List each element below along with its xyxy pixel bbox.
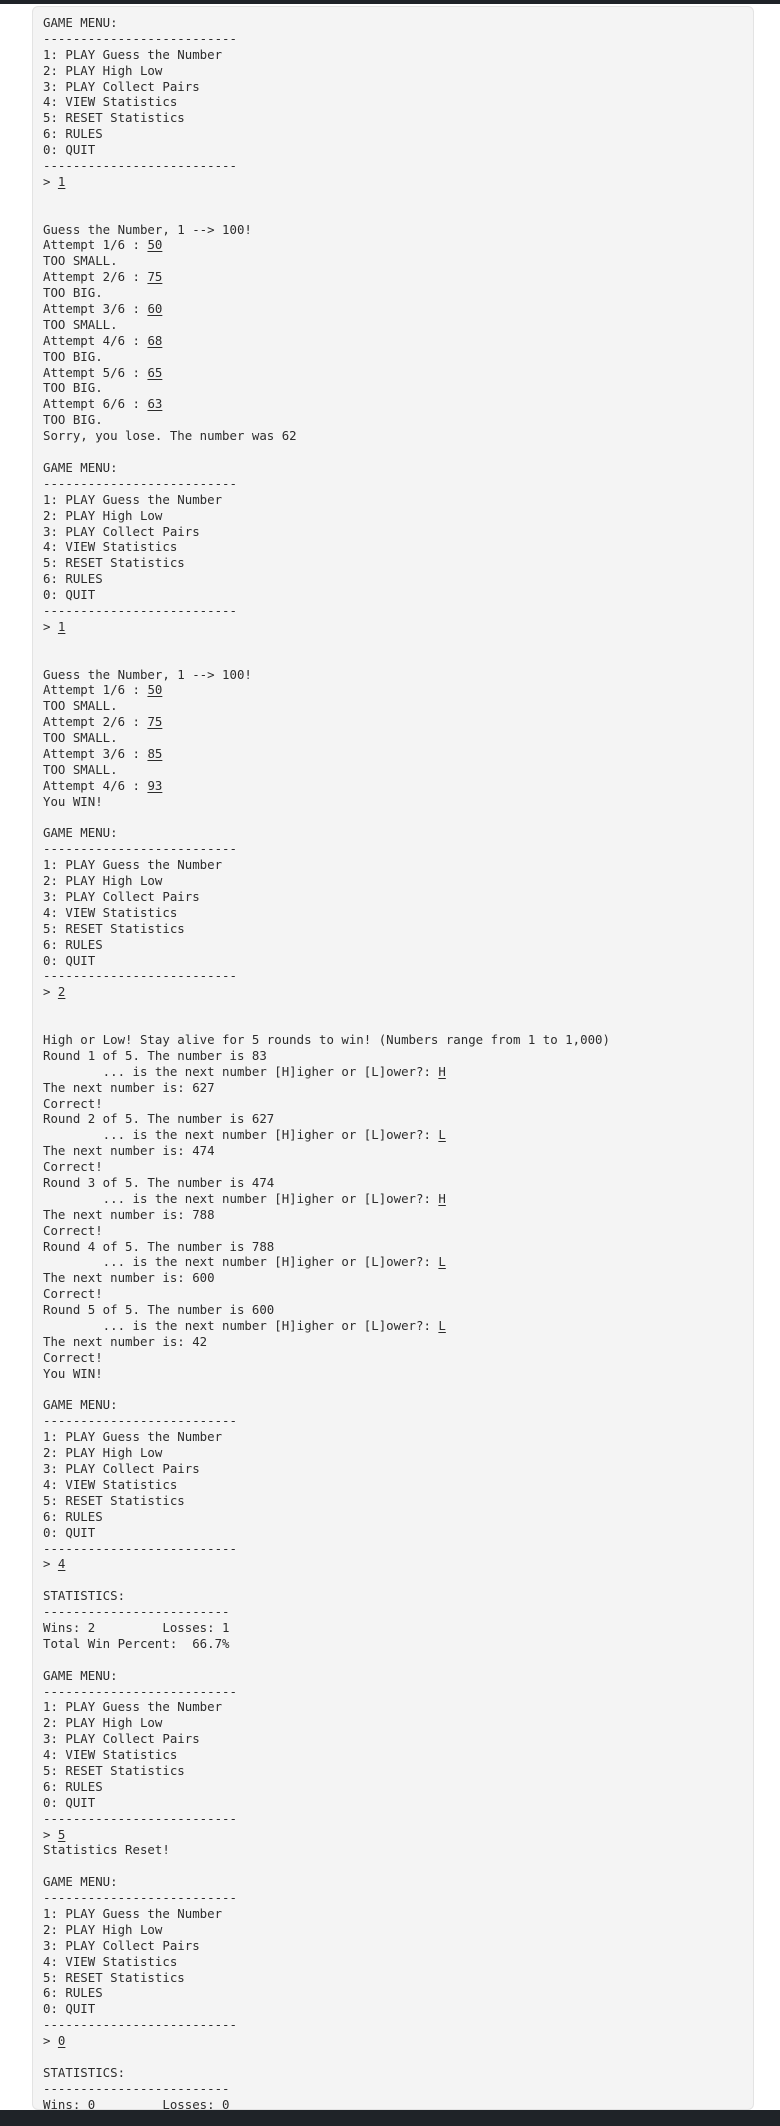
output-line	[43, 635, 743, 651]
output-line	[43, 825, 743, 841]
output-line	[43, 349, 743, 365]
line-text: TOO SMALL.	[43, 253, 118, 269]
output-line	[43, 1477, 743, 1493]
output-line	[43, 47, 743, 63]
output-line	[43, 968, 743, 984]
line-text: 5: RESET Statistics	[43, 1969, 185, 1985]
line-text: The next number is: 474	[43, 1143, 215, 1159]
line-text: 0: QUIT	[43, 952, 96, 968]
line-text: -------------------------	[43, 2080, 230, 2096]
line-text: --------------------------	[43, 602, 237, 618]
line-text: 0: QUIT	[43, 587, 96, 603]
line-text: >	[43, 618, 58, 634]
output-line	[43, 1207, 743, 1223]
line-text: 1: PLAY Guess the Number	[43, 491, 223, 507]
line-text: 2: PLAY High Low	[43, 1921, 163, 1937]
line-text: Guess the Number, 1 --> 100!	[43, 666, 252, 682]
output-line	[43, 1397, 743, 1413]
line-text: 4: VIEW Statistics	[43, 1476, 178, 1492]
user-input: 93	[147, 777, 163, 793]
line-text: GAME MENU:	[43, 15, 118, 30]
line-text: ... is the next number [H]igher or [L]ower?:	[43, 1318, 439, 1334]
output-line	[43, 1938, 743, 1954]
line-text: 6: RULES	[43, 1985, 103, 2001]
line-text: ... is the next number [H]igher or [L]ower?:	[43, 1190, 439, 1206]
line-text: You WIN!	[43, 793, 103, 809]
output-line	[43, 285, 743, 301]
output-line	[43, 1604, 743, 1620]
output-line	[43, 1588, 743, 1604]
output-line	[43, 905, 743, 921]
line-text: Attempt 3/6 :	[43, 301, 148, 317]
user-input: 1	[57, 173, 66, 189]
line-text: 6: RULES	[43, 1778, 103, 1794]
line-text: The next number is: 627	[43, 1079, 215, 1095]
line-text: 3: PLAY Collect Pairs	[43, 1461, 200, 1477]
output-line	[43, 2097, 743, 2110]
output-line	[43, 1922, 743, 1938]
output-line	[43, 2017, 743, 2033]
line-text: TOO SMALL.	[43, 730, 118, 746]
line-text: 1: PLAY Guess the Number	[43, 1699, 223, 1715]
input-line	[43, 1254, 743, 1270]
output-line	[43, 1302, 743, 1318]
line-text: Round 4 of 5. The number is 788	[43, 1238, 275, 1254]
output-line	[43, 1016, 743, 1032]
output-line	[43, 158, 743, 174]
output-line	[43, 762, 743, 778]
line-text: Correct!	[43, 1222, 103, 1238]
output-line	[43, 63, 743, 79]
output-line	[43, 667, 743, 683]
output-line	[43, 1429, 743, 1445]
line-text: --------------------------	[43, 841, 237, 857]
line-text: 4: VIEW Statistics	[43, 539, 178, 555]
line-text: 0: QUIT	[43, 1794, 96, 1810]
output-line	[43, 1461, 743, 1477]
user-input: 75	[147, 269, 163, 285]
line-text: 4: VIEW Statistics	[43, 94, 178, 110]
output-line	[43, 1811, 743, 1827]
line-text: GAME MENU:	[43, 1397, 118, 1413]
bottom-bar	[0, 2110, 780, 2126]
output-line	[43, 1731, 743, 1747]
output-line	[43, 1080, 743, 1096]
output-line	[43, 1413, 743, 1429]
line-text: >	[43, 984, 58, 1000]
line-text: >	[43, 1826, 58, 1842]
line-text: >	[43, 1556, 58, 1572]
line-text: 6: RULES	[43, 936, 103, 952]
output-line	[43, 1445, 743, 1461]
output-line	[43, 428, 743, 444]
input-line	[43, 1556, 743, 1572]
line-text: Round 5 of 5. The number is 600	[43, 1302, 275, 1318]
line-text: Statistics Reset!	[43, 1842, 170, 1858]
line-text: 0: QUIT	[43, 2001, 96, 2017]
output-line	[43, 2065, 743, 2081]
input-line	[43, 1318, 743, 1334]
line-text: Correct!	[43, 1286, 103, 1302]
input-line	[43, 1827, 743, 1843]
output-line	[43, 2081, 743, 2097]
output-line	[43, 1858, 743, 1874]
line-text: 1: PLAY Guess the Number	[43, 1429, 223, 1445]
line-text: 2: PLAY High Low	[43, 1445, 163, 1461]
line-text: --------------------------	[43, 158, 237, 174]
output-line	[43, 1270, 743, 1286]
user-input: 1	[57, 618, 66, 634]
user-input: 75	[147, 714, 163, 730]
line-text: The next number is: 788	[43, 1206, 215, 1222]
line-text: 3: PLAY Collect Pairs	[43, 523, 200, 539]
line-text: Attempt 3/6 :	[43, 745, 148, 761]
output-line	[43, 555, 743, 571]
input-line	[43, 619, 743, 635]
line-text: --------------------------	[43, 1540, 237, 1556]
line-text: 1: PLAY Guess the Number	[43, 857, 223, 873]
output-line	[43, 1874, 743, 1890]
output-line	[43, 1747, 743, 1763]
input-line	[43, 984, 743, 1000]
line-text: GAME MENU:	[43, 825, 118, 841]
line-text: 2: PLAY High Low	[43, 62, 163, 78]
output-line	[43, 79, 743, 95]
input-line	[43, 1064, 743, 1080]
output-line	[43, 698, 743, 714]
line-text: Guess the Number, 1 --> 100!	[43, 221, 252, 237]
line-text: >	[43, 173, 58, 189]
output-line	[43, 206, 743, 222]
output-line	[43, 524, 743, 540]
line-text: --------------------------	[43, 30, 237, 46]
output-line	[43, 444, 743, 460]
line-text: 6: RULES	[43, 126, 103, 142]
line-text: TOO BIG.	[43, 412, 103, 428]
line-text: -------------------------	[43, 1604, 230, 1620]
input-line	[43, 746, 743, 762]
line-text: 2: PLAY High Low	[43, 1715, 163, 1731]
line-text: 2: PLAY High Low	[43, 507, 163, 523]
output-line	[43, 889, 743, 905]
output-line	[43, 857, 743, 873]
output-line	[43, 2049, 743, 2065]
line-text: 4: VIEW Statistics	[43, 1953, 178, 1969]
user-input: 4	[57, 1556, 66, 1572]
line-text: Sorry, you lose. The number was 62	[43, 428, 297, 444]
line-text: 1: PLAY Guess the Number	[43, 1905, 223, 1921]
line-text: Attempt 4/6 :	[43, 332, 148, 348]
output-line	[43, 1620, 743, 1636]
line-text: 5: RESET Statistics	[43, 920, 185, 936]
user-input: L	[438, 1254, 446, 1270]
output-line	[43, 1795, 743, 1811]
output-line	[43, 253, 743, 269]
output-line	[43, 571, 743, 587]
output-line	[43, 1906, 743, 1922]
line-text: 1: PLAY Guess the Number	[43, 46, 223, 62]
output-line	[43, 380, 743, 396]
line-text: ... is the next number [H]igher or [L]ower?:	[43, 1127, 439, 1143]
output-line	[43, 1111, 743, 1127]
line-text: 5: RESET Statistics	[43, 1762, 185, 1778]
console-lines	[43, 15, 743, 2110]
user-input: 5	[57, 1826, 66, 1842]
input-line	[43, 714, 743, 730]
output-line	[43, 1286, 743, 1302]
line-text: 5: RESET Statistics	[43, 110, 185, 126]
input-line	[43, 269, 743, 285]
input-line	[43, 2033, 743, 2049]
line-text: 3: PLAY Collect Pairs	[43, 888, 200, 904]
line-text: TOO SMALL.	[43, 698, 118, 714]
user-input: 50	[147, 237, 163, 253]
output-line	[43, 1334, 743, 1350]
output-line	[43, 953, 743, 969]
output-line	[43, 2001, 743, 2017]
line-text: GAME MENU:	[43, 459, 118, 475]
top-bar	[0, 0, 780, 4]
output-line	[43, 94, 743, 110]
line-text: Attempt 2/6 :	[43, 269, 148, 285]
line-text: 5: RESET Statistics	[43, 555, 185, 571]
line-text: You WIN!	[43, 1365, 103, 1381]
output-line	[43, 1668, 743, 1684]
output-line	[43, 1159, 743, 1175]
input-line	[43, 682, 743, 698]
line-text: Attempt 4/6 :	[43, 777, 148, 793]
line-text: Round 1 of 5. The number is 83	[43, 1047, 267, 1063]
user-input: L	[438, 1318, 446, 1334]
output-line	[43, 1032, 743, 1048]
line-text: High or Low! Stay alive for 5 rounds to win! (Numbers range from 1 to 1,000)	[43, 1032, 610, 1047]
output-line	[43, 1684, 743, 1700]
user-input: H	[438, 1063, 446, 1079]
output-line	[43, 730, 743, 746]
line-text: --------------------------	[43, 1413, 237, 1429]
output-line	[43, 492, 743, 508]
output-line	[43, 1572, 743, 1588]
user-input: 60	[147, 301, 163, 317]
output-line	[43, 412, 743, 428]
output-line	[43, 603, 743, 619]
line-text: GAME MENU:	[43, 1874, 118, 1890]
output-line	[43, 1715, 743, 1731]
output-line	[43, 1970, 743, 1986]
line-text: 0: QUIT	[43, 1524, 96, 1540]
line-text: STATISTICS:	[43, 2064, 126, 2080]
output-line	[43, 1763, 743, 1779]
output-line	[43, 110, 743, 126]
output-line	[43, 1636, 743, 1652]
line-text: --------------------------	[43, 475, 237, 491]
line-text: 4: VIEW Statistics	[43, 904, 178, 920]
output-line	[43, 539, 743, 555]
line-text: Correct!	[43, 1349, 103, 1365]
line-text: 6: RULES	[43, 571, 103, 587]
user-input: 50	[147, 682, 163, 698]
output-line	[43, 921, 743, 937]
line-text: --------------------------	[43, 2017, 237, 2033]
input-line	[43, 365, 743, 381]
input-line	[43, 174, 743, 190]
user-input: 63	[147, 396, 163, 412]
line-text: 5: RESET Statistics	[43, 1492, 185, 1508]
line-text: --------------------------	[43, 1683, 237, 1699]
output-line	[43, 1779, 743, 1795]
line-text: The next number is: 42	[43, 1333, 208, 1349]
line-text: Correct!	[43, 1095, 103, 1111]
input-line	[43, 778, 743, 794]
line-text: Attempt 1/6 :	[43, 237, 148, 253]
output-line	[43, 190, 743, 206]
output-line	[43, 1985, 743, 2001]
output-line	[43, 508, 743, 524]
line-text: --------------------------	[43, 1810, 237, 1826]
output-line	[43, 794, 743, 810]
output-line	[43, 1143, 743, 1159]
output-line	[43, 1954, 743, 1970]
input-line	[43, 1191, 743, 1207]
input-line	[43, 237, 743, 253]
output-line	[43, 1652, 743, 1668]
output-line	[43, 937, 743, 953]
output-line	[43, 460, 743, 476]
output-line	[43, 1699, 743, 1715]
output-line	[43, 31, 743, 47]
line-text: 3: PLAY Collect Pairs	[43, 78, 200, 94]
output-line	[43, 1541, 743, 1557]
line-text: Wins: 0 Losses: 0	[43, 2096, 230, 2110]
output-line	[43, 222, 743, 238]
line-text: TOO BIG.	[43, 285, 103, 301]
line-text: 0: QUIT	[43, 142, 96, 158]
user-input: 0	[57, 2033, 66, 2049]
user-input: 2	[57, 984, 66, 1000]
line-text: Attempt 1/6 :	[43, 682, 148, 698]
output-line	[43, 1000, 743, 1016]
line-text: TOO BIG.	[43, 380, 103, 396]
output-line	[43, 1239, 743, 1255]
line-text: GAME MENU:	[43, 1667, 118, 1683]
line-text: 6: RULES	[43, 1508, 103, 1524]
line-text: Wins: 2 Losses: 1	[43, 1619, 230, 1635]
output-line	[43, 1493, 743, 1509]
output-line	[43, 651, 743, 667]
output-line	[43, 1509, 743, 1525]
line-text: TOO SMALL.	[43, 761, 118, 777]
line-text: Round 3 of 5. The number is 474	[43, 1175, 275, 1191]
output-line	[43, 1048, 743, 1064]
user-input: 68	[147, 332, 163, 348]
output-line	[43, 587, 743, 603]
line-text: >	[43, 2033, 58, 2049]
output-line	[43, 1096, 743, 1112]
output-line	[43, 1842, 743, 1858]
line-text: The next number is: 600	[43, 1270, 215, 1286]
output-line	[43, 1890, 743, 1906]
line-text: Attempt 5/6 :	[43, 364, 148, 380]
output-line	[43, 1366, 743, 1382]
output-line	[43, 1382, 743, 1398]
output-line	[43, 873, 743, 889]
output-line	[43, 317, 743, 333]
output-line	[43, 126, 743, 142]
input-line	[43, 333, 743, 349]
line-text: 2: PLAY High Low	[43, 873, 163, 889]
line-text: Correct!	[43, 1159, 103, 1175]
line-text: Attempt 2/6 :	[43, 714, 148, 730]
line-text: TOO BIG.	[43, 348, 103, 364]
terminal-output[interactable]	[32, 6, 754, 2110]
input-line	[43, 1127, 743, 1143]
user-input: 85	[147, 745, 163, 761]
output-line	[43, 15, 743, 31]
line-text: Round 2 of 5. The number is 627	[43, 1111, 275, 1127]
output-line	[43, 810, 743, 826]
line-text: ... is the next number [H]igher or [L]ower?:	[43, 1063, 439, 1079]
output-line	[43, 1223, 743, 1239]
line-text: Attempt 6/6 :	[43, 396, 148, 412]
line-text: 4: VIEW Statistics	[43, 1747, 178, 1763]
line-text: 3: PLAY Collect Pairs	[43, 1937, 200, 1953]
user-input: H	[438, 1190, 446, 1206]
line-text: 3: PLAY Collect Pairs	[43, 1731, 200, 1747]
user-input: 65	[147, 364, 163, 380]
output-line	[43, 1525, 743, 1541]
line-text: TOO SMALL.	[43, 316, 118, 332]
user-input: L	[438, 1127, 446, 1143]
line-text: STATISTICS:	[43, 1588, 126, 1604]
output-line	[43, 142, 743, 158]
output-line	[43, 1175, 743, 1191]
output-line	[43, 1350, 743, 1366]
output-line	[43, 841, 743, 857]
line-text: --------------------------	[43, 1890, 237, 1906]
line-text: Total Win Percent: 66.7%	[43, 1635, 230, 1651]
line-text: --------------------------	[43, 968, 237, 984]
output-line	[43, 476, 743, 492]
line-text: ... is the next number [H]igher or [L]ower?:	[43, 1254, 439, 1270]
input-line	[43, 301, 743, 317]
input-line	[43, 396, 743, 412]
